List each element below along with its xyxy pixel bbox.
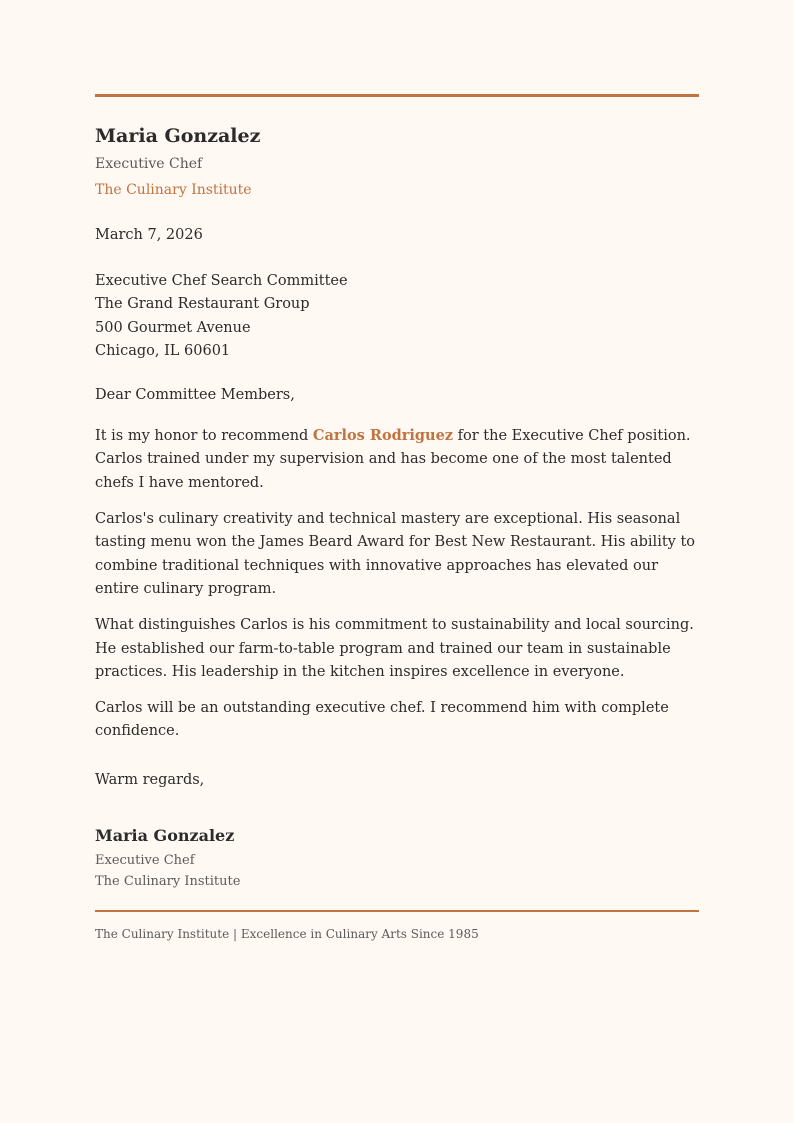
body-paragraph — [95, 424, 699, 495]
letter-page — [95, 94, 699, 942]
paragraph-text: It is my honor to recommend — [95, 428, 313, 445]
signature-organization: The Culinary Institute — [95, 873, 241, 889]
recipient-line: Chicago, IL 60601 — [95, 342, 231, 359]
recipient-line: Executive Chef Search Committee — [95, 273, 348, 289]
salutation: Dear Committee Members, — [95, 387, 295, 404]
paragraph-text: for the Executive Chef position. Carlos trained under my supervision and has become one of the most talented chefs I have mentored. — [95, 428, 691, 491]
signature-title: Executive Chef — [95, 852, 195, 868]
closing: Warm regards, — [95, 771, 205, 788]
top-divider — [95, 94, 699, 97]
signature-name: Maria Gonzalez — [95, 825, 235, 845]
footer-divider — [95, 910, 699, 912]
body-paragraph: Carlos will be an outstanding executive chef. I recommend him with complete confidence. — [95, 700, 669, 740]
candidate-name: Carlos Rodriguez — [312, 427, 454, 445]
recipient-line: 500 Gourmet Avenue — [95, 319, 251, 336]
letter-date: March 7, 2026 — [95, 227, 203, 243]
sender-title: Executive Chef — [95, 156, 203, 172]
letterhead — [95, 124, 699, 200]
footer-text: The Culinary Institute | Excellence in Culinary Arts Since 1985 — [95, 926, 479, 941]
sender-organization: The Culinary Institute — [95, 182, 252, 198]
body-paragraph: What distinguishes Carlos is his commitment to sustainability and local sourcing. He established our farm-to-table program and trained our team in sustainable practices. His leadership in the kitchen inspires excellence in everyone. — [95, 617, 694, 680]
recipient-line: The Grand Restaurant Group — [95, 296, 310, 313]
sender-name: Maria Gonzalez — [95, 125, 261, 147]
recipient-address — [95, 270, 699, 363]
body-paragraph: Carlos's culinary creativity and technical mastery are exceptional. His seasonal tasting menu won the James Beard Award for Best New Restaurant. His ability to combine traditional techniques with innovative approaches has elevated our entire culinary program. — [95, 511, 696, 597]
